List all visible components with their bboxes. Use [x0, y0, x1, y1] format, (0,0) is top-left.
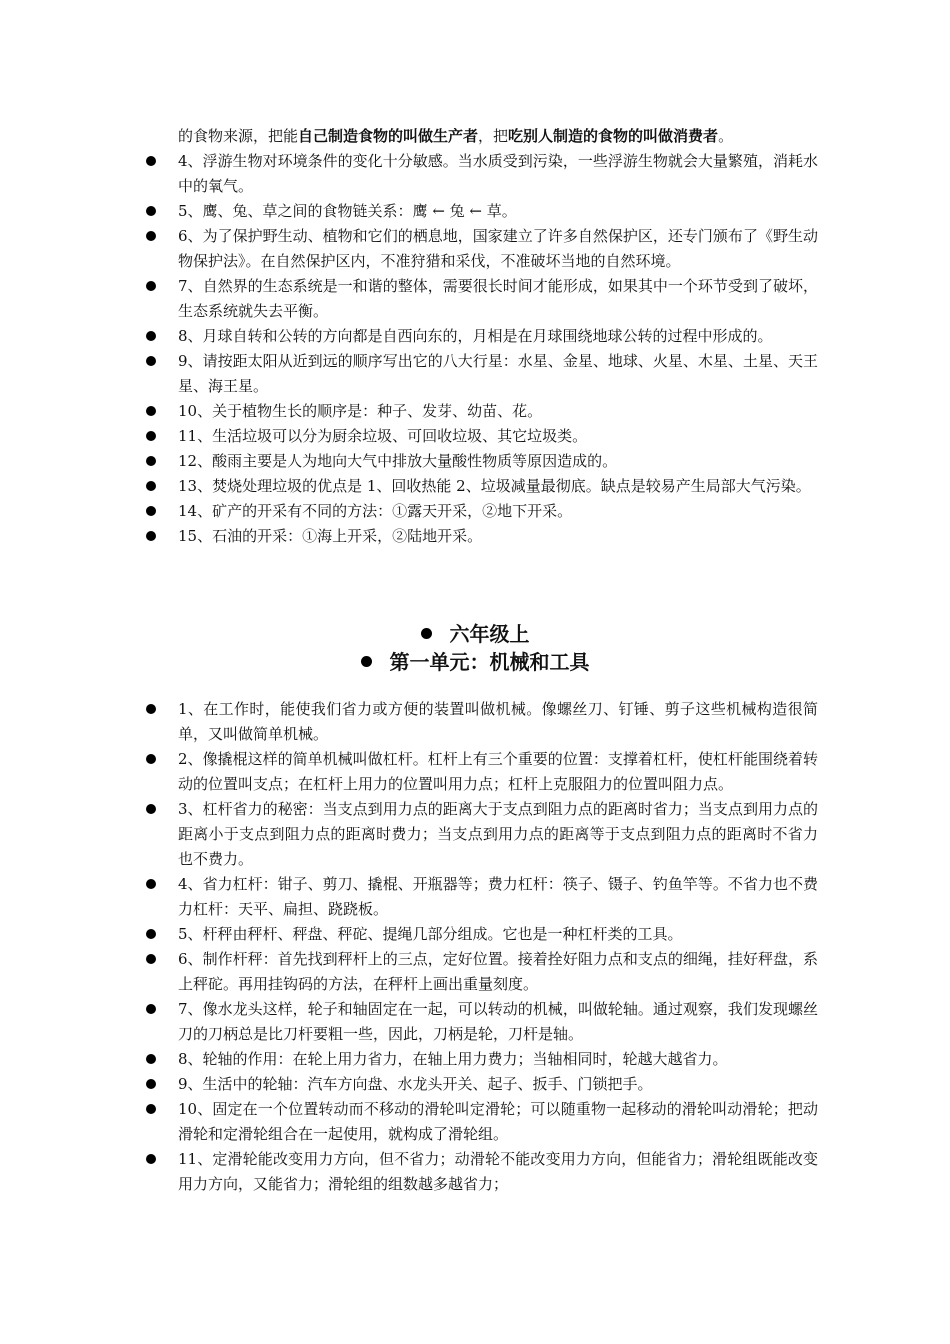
- text-run: 。: [718, 127, 734, 145]
- list-item: [0, 324, 818, 349]
- list-item: [0, 872, 818, 922]
- bullet-icon: [146, 1104, 156, 1114]
- list-item: [0, 947, 818, 997]
- list-item-text: 11、定滑轮能改变用力方向，但不省力；动滑轮不能改变用力方向，但能省力；滑轮组既能改变用力方向，又能省力；滑轮组的组数越多越省力；: [178, 1150, 818, 1193]
- list-item: [0, 199, 818, 224]
- list-item: [0, 449, 818, 474]
- list-item-text: 5、杆秤由秤杆、秤盘、秤砣、提绳几部分组成。它也是一种杠杆类的工具。: [178, 925, 683, 943]
- grade-heading: [0, 620, 950, 648]
- bullet-icon: [146, 929, 156, 939]
- text-run: ，把: [478, 127, 509, 145]
- bullet-icon: [146, 1054, 156, 1064]
- bullet-icon: [146, 456, 156, 466]
- bullet-icon: [146, 1004, 156, 1014]
- list-item-text: 10、固定在一个位置转动而不移动的滑轮叫定滑轮；可以随重物一起移动的滑轮叫动滑轮；把动滑轮和定滑轮组合在一起使用，就构成了滑轮组。: [178, 1100, 818, 1143]
- bullet-icon: [146, 156, 156, 166]
- bullet-icon: [361, 656, 372, 667]
- bold-term-consumer: 吃别人制造的食物的叫做消费者: [508, 127, 719, 145]
- list-item: [0, 1147, 818, 1197]
- list-item-text: 15、石油的开采：①海上开采，②陆地开采。: [178, 527, 483, 545]
- list-item-text: 1、在工作时，能使我们省力或方便的装置叫做机械。像螺丝刀、钉锤、剪子这些机械构造很简单，又叫做简单机械。: [178, 700, 818, 743]
- bullet-icon: [146, 281, 156, 291]
- list-item-text: 7、自然界的生态系统是一和谐的整体，需要很长时间才能形成，如果其中一个环节受到了破坏，生态系统就失去平衡。: [178, 277, 818, 320]
- list-item-text: 10、关于植物生长的顺序是：种子、发芽、幼苗、花。: [178, 402, 543, 420]
- list-item: [0, 224, 818, 274]
- list-item-text: 9、请按距太阳从近到远的顺序写出它的八大行星：水星、金星、地球、火星、木星、土星、天王星、海王星。: [178, 352, 818, 395]
- bullet-icon: [146, 1079, 156, 1089]
- list-item: [0, 524, 818, 549]
- list-item-text: 4、浮游生物对环境条件的变化十分敏感。当水质受到污染，一些浮游生物就会大量繁殖，消耗水中的氧气。: [178, 152, 818, 195]
- bullet-icon: [146, 704, 156, 714]
- list-item: [0, 1047, 818, 1072]
- list-item: [0, 797, 818, 872]
- unit-heading: [0, 648, 950, 676]
- list-item-text: 4、省力杠杆：钳子、剪刀、撬棍、开瓶器等；费力杠杆：筷子、镊子、钓鱼竿等。不省力也不费力杠杆：天平、扁担、跷跷板。: [178, 875, 818, 918]
- bullet-icon: [146, 406, 156, 416]
- grade-heading-text: 六年级上: [449, 622, 530, 646]
- list-item-text: 14、矿产的开采有不同的方法：①露天开采，②地下开采。: [178, 502, 573, 520]
- unit-heading-text: 第一单元：机械和工具: [389, 650, 590, 674]
- list-item-text: 12、酸雨主要是人为地向大气中排放大量酸性物质等原因造成的。: [178, 452, 618, 470]
- list-item: [0, 697, 818, 747]
- list-item: [0, 349, 818, 399]
- bullet-icon: [146, 206, 156, 216]
- bullet-icon: [146, 804, 156, 814]
- bullet-list-machines: [0, 697, 950, 1197]
- bullet-icon: [421, 628, 432, 639]
- list-item-text: 6、制作杆秤：首先找到秤杆上的三点，定好位置。接着拴好阻力点和支点的细绳，挂好秤盘，系上秤砣。再用挂钩码的方法，在秤杆上画出重量刻度。: [178, 950, 818, 993]
- list-item: [0, 1097, 818, 1147]
- list-item-text: 5、鹰、兔、草之间的食物链关系：鹰 ← 兔 ← 草。: [178, 202, 517, 220]
- text-run: 的食物来源，把能: [178, 127, 299, 145]
- bold-term-producer: 自己制造食物的叫做生产者: [298, 127, 479, 145]
- bullet-icon: [146, 331, 156, 341]
- list-item-text: 8、月球自转和公转的方向都是自西向东的，月相是在月球围绕地球公转的过程中形成的。: [178, 327, 773, 345]
- bullet-list-ecology: [0, 149, 950, 549]
- bullet-icon: [146, 531, 156, 541]
- list-item: [0, 499, 818, 524]
- list-item-text: 2、像撬棍这样的简单机械叫做杠杆。杠杆上有三个重要的位置：支撑着杠杆，使杠杆能围绕着转动的位置叫支点；在杠杆上用力的位置叫用力点；杠杆上克服阻力的位置叫阻力点。: [178, 750, 818, 793]
- continuation-paragraph: [178, 124, 818, 149]
- list-item-text: 8、轮轴的作用：在轮上用力省力，在轴上用力费力；当轴相同时，轮越大越省力。: [178, 1050, 728, 1068]
- list-item-text: 3、杠杆省力的秘密：当支点到用力点的距离大于支点到阻力点的距离时省力；当支点到用力点的距离小于支点到阻力点的距离时费力；当支点到用力点的距离等于支点到阻力点的距离时不省力也不费力。: [178, 800, 818, 868]
- bullet-icon: [146, 231, 156, 241]
- list-item-text: 13、焚烧处理垃圾的优点是 1、回收热能 2、垃圾减量最彻底。缺点是较易产生局部大气污染。: [178, 477, 811, 495]
- list-item: [0, 274, 818, 324]
- list-item: [0, 474, 818, 499]
- bullet-icon: [146, 481, 156, 491]
- bullet-icon: [146, 954, 156, 964]
- list-item: [0, 424, 818, 449]
- bullet-icon: [146, 754, 156, 764]
- list-item: [0, 399, 818, 424]
- list-item-text: 6、为了保护野生动、植物和它们的栖息地，国家建立了许多自然保护区，还专门颁布了《野生动物保护法》。在自然保护区内，不准狩猎和采伐，不准破坏当地的自然环境。: [178, 227, 818, 270]
- list-item-text: 7、像水龙头这样，轮子和轴固定在一起，可以转动的机械，叫做轮轴。通过观察，我们发现螺丝刀的刀柄总是比刀杆要粗一些，因此，刀柄是轮，刀杆是轴。: [178, 1000, 818, 1043]
- list-item-text: 11、生活垃圾可以分为厨余垃圾、可回收垃圾、其它垃圾类。: [178, 427, 588, 445]
- list-item: [0, 747, 818, 797]
- list-item-text: 9、生活中的轮轴：汽车方向盘、水龙头开关、起子、扳手、门锁把手。: [178, 1075, 653, 1093]
- bullet-icon: [146, 431, 156, 441]
- bullet-icon: [146, 879, 156, 889]
- list-item: [0, 1072, 818, 1097]
- list-item: [0, 922, 818, 947]
- bullet-icon: [146, 1154, 156, 1164]
- bullet-icon: [146, 506, 156, 516]
- list-item: [0, 149, 818, 199]
- bullet-icon: [146, 356, 156, 366]
- list-item: [0, 997, 818, 1047]
